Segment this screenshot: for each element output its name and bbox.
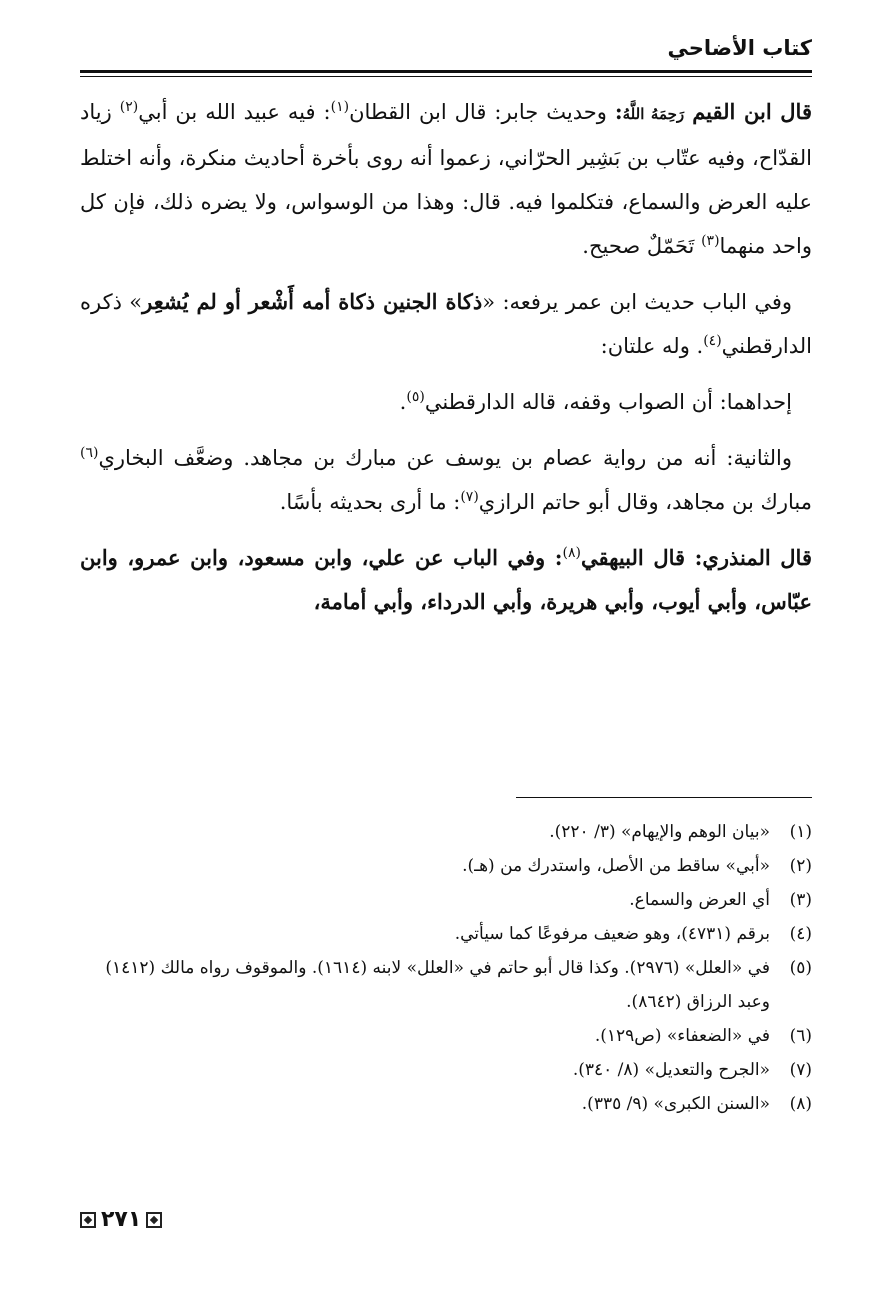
footnote-text: في «الضعفاء» (ص١٢٩). <box>594 1026 770 1046</box>
footnote-6 <box>80 1019 812 1053</box>
paragraph-ibn-umar-hadith <box>80 280 812 368</box>
footnote-ref-3[interactable]: (٣) <box>701 233 720 249</box>
running-title: كتاب الأضاحي <box>667 36 812 60</box>
footnote-8 <box>80 1087 812 1121</box>
paragraph-text: مبارك بن مجاهد، وقال أبو حاتم الرازي <box>478 490 812 514</box>
speaker-label: قال ابن القيم <box>692 99 812 124</box>
footnote-text: «السنن الكبرى» (٩/ ٣٣٥). <box>581 1094 770 1114</box>
footnote-ref-5[interactable]: (٥) <box>406 389 425 405</box>
speaker-colon: : <box>614 99 623 124</box>
paragraph-text: وحديث جابر: قال ابن القطان <box>349 100 615 124</box>
paragraph-text: : وفي الباب عن علي، وابن مسعود، وابن عمرو، وابن عبّاس، وأبي أيوب، وأبي هريرة، وأبي الدرداء، وأبي أمامة، <box>80 545 812 614</box>
footnote-ref-6[interactable]: (٦) <box>80 445 99 461</box>
footnote-ref-8[interactable]: (٨) <box>562 545 582 561</box>
header-rule-thin <box>80 76 812 77</box>
paragraph-text: وفي الباب حديث ابن عمر يرفعه: « <box>482 290 793 314</box>
footnote-1 <box>80 815 812 849</box>
footnote-text: أي العرض والسماع. <box>629 890 770 910</box>
footnote-ref-1[interactable]: (١) <box>330 99 350 115</box>
paragraph-text: تَحَمّلٌ صحيح. <box>582 234 702 258</box>
paragraph-text: . وله علتان: <box>600 334 704 358</box>
body-text <box>80 90 812 636</box>
footnote-text: «أبي» ساقط من الأصل، واستدرك من (هـ). <box>462 856 770 876</box>
footnote-text: برقم (٤٧٣١)، وهو ضعيف مرفوعًا كما سيأتي. <box>454 924 770 944</box>
footnote-text: «بيان الوهم والإيهام» (٣/ ٢٢٠). <box>549 822 770 842</box>
ornament-icon <box>80 1212 96 1228</box>
paragraph-text: » ذكره الدارقطني <box>80 290 812 358</box>
footnote-number: (٥) <box>789 958 812 978</box>
paragraph-text: . <box>399 390 407 414</box>
page-number: ٢٧١ <box>101 1207 142 1232</box>
footnote-number: (١) <box>789 822 812 842</box>
paragraph-al-mundhiri <box>80 536 812 624</box>
footnote-ref-7[interactable]: (٧) <box>460 489 479 505</box>
paragraph-text: إحداهما: أن الصواب وقفه، قاله الدارقطني <box>424 390 792 414</box>
footnote-number: (٢) <box>789 856 812 876</box>
paragraph-text: والثانية: أنه من رواية عصام بن يوسف عن مبارك بن مجاهد. وضعَّف البخاري <box>98 446 792 470</box>
speaker-label: قال المنذري: قال البيهقي <box>581 545 812 570</box>
footnote-ref-4[interactable]: (٤) <box>703 333 722 349</box>
footnote-3 <box>80 883 812 917</box>
paragraph-text: : فيه عبيد الله بن أبي <box>138 100 331 124</box>
paragraph-first-defect <box>80 380 812 424</box>
paragraph-text: : ما أرى بحديثه بأسًا. <box>279 490 461 514</box>
paragraph-text: زياد القدّاح، وفيه عتّاب بن بَشِير الحرّاني، زعموا أنه روى بأخرة أحاديث منكرة، وأنه اختلط عليه العرض والسماع، فتكلموا فيه. قال: وهذا من الوسواس، ولا يضره ذلك، فإن كل واحد منهما <box>80 100 812 258</box>
footnotes <box>80 815 812 1121</box>
footnote-number: (٤) <box>789 924 812 944</box>
footnote-separator <box>516 797 812 798</box>
footnote-4 <box>80 917 812 951</box>
footnote-number: (٨) <box>789 1094 812 1114</box>
footnote-text: في «العلل» (٢٩٧٦). وكذا قال أبو حاتم في «العلل» لابنه (١٦١٤). والموقوف رواه مالك (١٤١٢) وعبد الرزاق (٨٦٤٢). <box>105 958 770 1012</box>
header-rule-thick <box>80 70 812 73</box>
page-footer <box>80 1207 162 1232</box>
ornament-icon <box>146 1212 162 1228</box>
footnote-7 <box>80 1053 812 1087</box>
footnote-text: «الجرح والتعديل» (٨/ ٣٤٠). <box>572 1060 770 1080</box>
paragraph-ibn-alqayyim <box>80 90 812 268</box>
footnote-number: (٦) <box>789 1026 812 1046</box>
footnote-2 <box>80 849 812 883</box>
hadith-quote: ذكاة الجنين ذكاة أمه أَشْعر أو لم يُشعِر <box>142 289 483 314</box>
footnote-ref-2[interactable]: (٢) <box>119 99 139 115</box>
page-header <box>80 36 812 70</box>
honorific-glyph: رَحِمَهُ اللَّهُ <box>622 105 685 123</box>
footnote-number: (٧) <box>789 1060 812 1080</box>
footnote-number: (٣) <box>789 890 812 910</box>
footnote-5 <box>80 951 812 1019</box>
paragraph-second-defect <box>80 436 812 524</box>
